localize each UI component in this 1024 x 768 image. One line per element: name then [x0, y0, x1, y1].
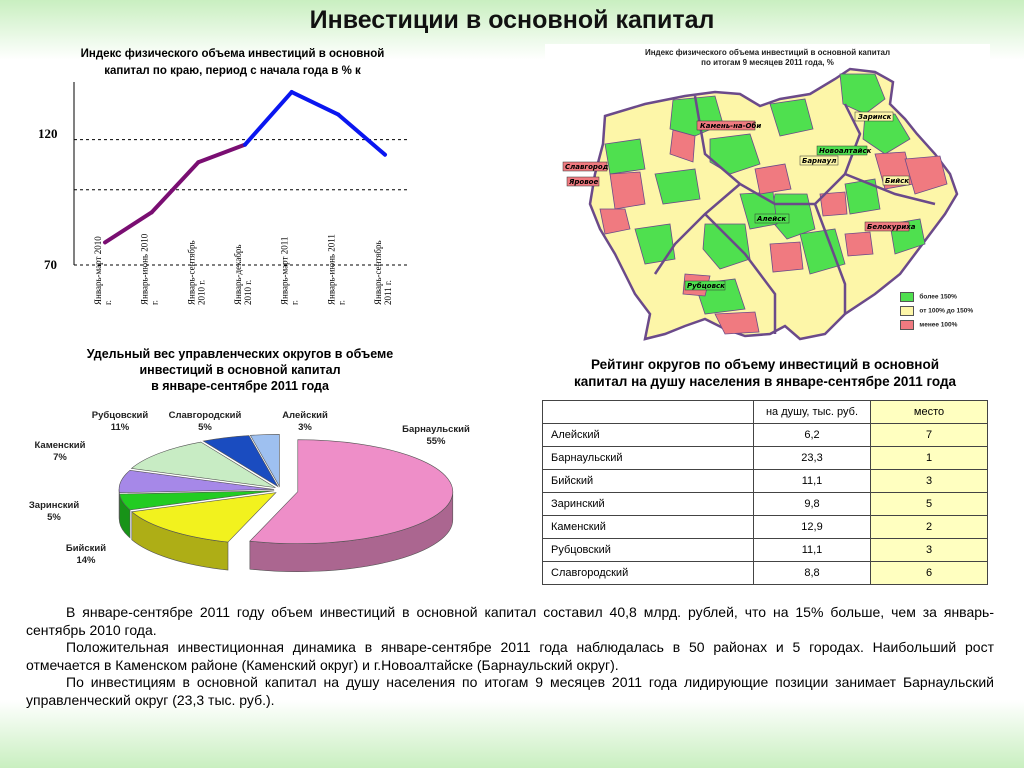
x-tick-label: Январь-сентябрь2011 г.: [373, 240, 393, 305]
ranking-cell-value: 11,1: [754, 539, 871, 562]
pie-title-line2: инвестиций в основной капитал: [139, 363, 341, 377]
pie-label-slavgorodsky: [160, 410, 250, 434]
ranking-cell-place: 1: [871, 447, 988, 470]
pie-label-biysky: [46, 543, 126, 567]
summary-paragraph-3: По инвестициям в основной капитал на душу населения по итогам 9 месяцев 2011 года лидирующие позиции занимает Барнаульский управленческий округ (23,3 тыс. руб.).: [26, 674, 994, 708]
table-row: [543, 539, 988, 562]
pie-label-rubtsovsky-pct: 11%: [110, 422, 130, 433]
table-row: [543, 562, 988, 585]
pie-label-barnaulsky-pct: 55%: [426, 436, 446, 447]
line-segment: [245, 92, 292, 145]
map-label-zarinsk: Заринск: [858, 113, 892, 121]
table-row: [543, 516, 988, 539]
pie-label-aleysky-pct: 3%: [298, 422, 312, 433]
ranking-cell-name: Славгородский: [543, 562, 754, 585]
y-tick-120: 120: [38, 126, 58, 141]
map-label-novoaltaysk: Новоалтайск: [819, 147, 872, 155]
pie-label-slavgorodsky-pct: 5%: [198, 422, 212, 433]
line-segment: [338, 115, 385, 155]
ranking-cell-place: 2: [871, 516, 988, 539]
ranking-cell-place: 3: [871, 470, 988, 493]
ranking-title-line2: капитал на душу населения в январе-сентябре 2011 года: [573, 374, 957, 389]
pie-label-kamensky-pct: 7%: [53, 452, 67, 463]
pie-label-rubtsovsky: [80, 410, 160, 434]
ranking-cell-place: 3: [871, 539, 988, 562]
ranking-cell-value: 8,8: [754, 562, 871, 585]
x-tick-label: Январь-июнь 2010г.: [139, 233, 160, 305]
ranking-cell-value: 23,3: [754, 447, 871, 470]
pie-label-zarinsky-pct: 5%: [47, 512, 61, 523]
pie-label-aleysky-name: Алейский: [282, 410, 328, 421]
summary-paragraph-1: В январе-сентябре 2011 году объем инвестиций в основной капитал составил 40,8 млрд. рублей, что на 15% больше, чем за январь-сентябрь 2010 года.: [26, 604, 994, 638]
summary-paragraph-2: Положительная инвестиционная динамика в январе-сентябре 2011 года наблюдалась в 50 районах и 5 городах. Наибольший рост отмечается в Каменском районе (Каменский округ) и г.Новоалтайске (Барнаульский округ).: [26, 639, 994, 673]
ranking-header-row: [543, 401, 988, 424]
ranking-cell-name: Заринский: [543, 493, 754, 516]
pie-label-zarinsky-name: Заринский: [28, 500, 80, 511]
ranking-cell-name: Бийский: [543, 470, 754, 493]
ranking-cell-value: 12,9: [754, 516, 871, 539]
line-chart-title-line2: капитал по краю, период с начала года в % к: [104, 65, 361, 77]
map-label-biysk: Бийск: [885, 177, 910, 185]
ranking-cell-place: 5: [871, 493, 988, 516]
investment-map: [545, 44, 990, 344]
pie-label-barnaulsky-name: Барнаульский: [402, 424, 470, 435]
map-label-barnaul: Барнаул: [802, 157, 837, 165]
pie-chart-title: [40, 346, 440, 394]
pie-label-biysky-name: Бийский: [65, 543, 107, 554]
ranking-title: [535, 356, 995, 390]
pie-label-barnaulsky: [396, 424, 476, 448]
ranking-header-place: место: [871, 401, 988, 424]
page-title: Инвестиции в основной капитал: [309, 6, 715, 34]
ranking-header-per-capita: на душу, тыс. руб.: [754, 401, 871, 424]
x-tick-label: Январь-март 2010г.: [93, 236, 113, 305]
x-tick-label: Январь-декабрь2010 г.: [233, 244, 253, 305]
pie-label-zarinsky: [14, 500, 94, 524]
line-segment: [198, 145, 245, 163]
ranking-header-name: [543, 401, 754, 424]
ranking-title-line1: Рейтинг округов по объему инвестиций в основной: [590, 357, 940, 372]
table-row: [543, 424, 988, 447]
table-row: [543, 493, 988, 516]
line-segment: [292, 92, 339, 115]
pie-label-slavgorodsky-name: Славгородский: [168, 410, 242, 421]
ranking-cell-place: 6: [871, 562, 988, 585]
legend-item-low: [900, 320, 957, 330]
ranking-cell-name: Каменский: [543, 516, 754, 539]
ranking-cell-value: 9,8: [754, 493, 871, 516]
line-segment: [152, 162, 199, 212]
ranking-cell-name: Барнаульский: [543, 447, 754, 470]
map-label-slavgorod: Славгород: [565, 163, 609, 171]
ranking-cell-name: Рубцовский: [543, 539, 754, 562]
map-title-line1: Индекс физического объема инвестиций в основной капитал: [644, 48, 891, 57]
legend-item-mid: [900, 306, 973, 316]
pie-title-line1: Удельный вес управленческих округов в объеме: [86, 347, 394, 361]
pie-label-rubtsovsky-name: Рубцовский: [91, 410, 149, 421]
map-label-kamen: Камень-на-Оби: [700, 122, 762, 130]
legend-swatch-mid: [900, 306, 914, 316]
legend-swatch-low: [900, 320, 914, 330]
pie-label-biysky-pct: 14%: [76, 555, 96, 566]
map-label-belokurikha: Белокуриха: [867, 223, 916, 231]
legend-label-low: менее 100%: [919, 321, 958, 329]
legend-label-high: более 150%: [919, 293, 957, 301]
map-label-rubtsovsk: Рубцовск: [687, 282, 725, 290]
map-label-yarovoe: Яровое: [569, 178, 599, 186]
pie-label-kamensky: [20, 440, 100, 464]
pie-label-aleysky: [272, 410, 338, 434]
summary-text: [26, 604, 994, 709]
ranking-cell-place: 7: [871, 424, 988, 447]
legend-label-mid: от 100% до 150%: [919, 307, 974, 315]
y-tick-70: 70: [44, 257, 57, 272]
legend-item-high: [900, 292, 957, 302]
table-row: [543, 447, 988, 470]
ranking-cell-name: Алейский: [543, 424, 754, 447]
table-row: [543, 470, 988, 493]
legend-swatch-high: [900, 292, 914, 302]
line-chart-title-line1: Индекс физического объема инвестиций в основной: [80, 48, 385, 60]
map-label-aleysk: Алейск: [757, 215, 787, 223]
ranking-cell-value: 6,2: [754, 424, 871, 447]
x-tick-label: Январь-июнь 2011г.: [326, 234, 347, 305]
x-tick-label: Январь-сентябрь2010 г.: [186, 240, 207, 305]
pie-label-kamensky-name: Каменский: [34, 440, 86, 451]
ranking-table: [542, 400, 988, 585]
map-title-line2: по итогам 9 месяцев 2011 года, %: [701, 58, 834, 67]
x-tick-label: Январь-март 2011г.: [279, 236, 300, 305]
line-chart: [30, 72, 430, 305]
ranking-cell-value: 11,1: [754, 470, 871, 493]
pie-title-line3: в январе-сентябре 2011 года: [151, 379, 329, 393]
